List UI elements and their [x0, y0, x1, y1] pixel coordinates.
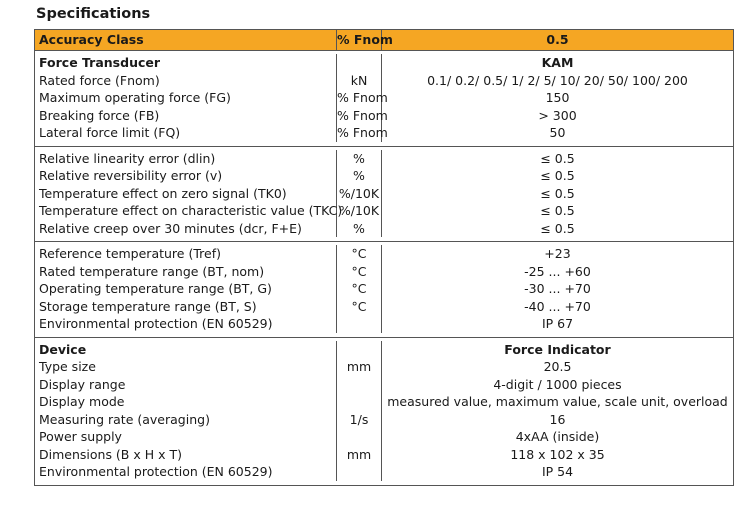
cell-value: measured value, maximum value, scale unit, overload	[387, 394, 728, 409]
cell-param: Type size	[35, 358, 337, 376]
table-row	[35, 124, 733, 142]
cell-value: 4-digit / 1000 pieces	[493, 376, 622, 392]
cell-value: KAM	[541, 55, 574, 70]
cell-param: Lateral force limit (FQ)	[35, 124, 337, 142]
cell-param: Environmental protection (EN 60529)	[35, 463, 337, 481]
cell-param: Power supply	[35, 428, 337, 446]
table-row	[35, 341, 733, 359]
cell-unit	[337, 341, 382, 359]
cell-param: Operating temperature range (BT, G)	[35, 280, 337, 298]
cell-unit: % Fnom	[337, 107, 388, 123]
cell-value: ≤ 0.5	[540, 185, 575, 201]
cell-value: 0.1/ 0.2/ 0.5/ 1/ 2/ 5/ 10/ 20/ 50/ 100/ 200	[427, 72, 688, 88]
cell-unit: °C	[337, 280, 382, 298]
cell-value: IP 54	[541, 464, 574, 479]
table-row	[35, 167, 733, 185]
cell-value: -40 ... +70	[524, 298, 591, 314]
cell-param: Rated temperature range (BT, nom)	[35, 263, 337, 281]
cell-unit: % Fnom	[337, 90, 388, 105]
cell-unit	[337, 393, 382, 411]
cell-unit: °C	[337, 298, 382, 316]
table-row	[35, 298, 733, 316]
cell-param: Environmental protection (EN 60529)	[35, 315, 337, 333]
cell-value: +23	[544, 246, 571, 261]
table-header-row	[35, 30, 733, 51]
cell-unit: %/10K	[337, 185, 382, 203]
cell-param: Display mode	[35, 393, 337, 411]
cell-unit: % Fnom	[337, 125, 388, 140]
cell-value: -25 ... +60	[524, 263, 591, 279]
cell-param: Dimensions (B x H x T)	[35, 446, 337, 464]
cell-value: ≤ 0.5	[540, 203, 575, 218]
table-row	[35, 315, 733, 333]
table-row	[35, 89, 733, 107]
table-row	[35, 376, 733, 394]
cell-value: ≤ 0.5	[540, 150, 575, 166]
cell-unit	[337, 376, 382, 394]
cell-unit: %	[337, 167, 382, 185]
cell-value: ≤ 0.5	[540, 168, 575, 183]
cell-value: 150	[545, 90, 570, 105]
header-unit: % Fnom	[337, 30, 382, 50]
cell-unit	[337, 463, 382, 481]
table-row	[35, 463, 733, 481]
cell-unit: °C	[337, 263, 382, 281]
cell-param: Temperature effect on zero signal (TK0)	[35, 185, 337, 203]
cell-unit: mm	[337, 358, 382, 376]
cell-unit: mm	[337, 446, 382, 464]
table-row	[35, 220, 733, 238]
table-row	[35, 72, 733, 90]
cell-param: Relative reversibility error (v)	[35, 167, 337, 185]
table-row	[35, 446, 733, 464]
cell-value: IP 67	[541, 316, 574, 331]
cell-value: 50	[549, 125, 566, 140]
cell-param: Rated force (Fnom)	[35, 72, 337, 90]
cell-param: Display range	[35, 376, 337, 394]
cell-unit	[337, 315, 382, 333]
table-body	[35, 51, 733, 486]
table-row	[35, 202, 733, 220]
header-value: 0.5	[546, 32, 569, 47]
table-row	[35, 358, 733, 376]
cell-value: 20.5	[543, 359, 572, 374]
cell-unit	[337, 428, 382, 446]
table-section	[35, 147, 733, 243]
cell-value: -30 ... +70	[524, 281, 591, 296]
cell-unit	[337, 54, 382, 72]
cell-value: Force Indicator	[504, 341, 611, 357]
cell-value: 118 x 102 x 35	[510, 446, 605, 462]
cell-unit: °C	[337, 245, 382, 263]
table-row	[35, 245, 733, 263]
cell-unit: %	[337, 220, 382, 238]
cell-param: Device	[35, 341, 337, 359]
table-row	[35, 150, 733, 168]
table-row	[35, 280, 733, 298]
cell-param: Storage temperature range (BT, S)	[35, 298, 337, 316]
cell-value: > 300	[538, 107, 577, 123]
table-section	[35, 51, 733, 147]
cell-value: 16	[549, 411, 566, 427]
cell-value: ≤ 0.5	[540, 220, 575, 236]
table-row	[35, 107, 733, 125]
cell-value: 4xAA (inside)	[515, 429, 600, 444]
cell-param: Breaking force (FB)	[35, 107, 337, 125]
table-row	[35, 428, 733, 446]
spec-table	[34, 29, 734, 486]
table-row	[35, 185, 733, 203]
header-param: Accuracy Class	[35, 30, 337, 50]
table-section	[35, 242, 733, 338]
cell-param: Measuring rate (averaging)	[35, 411, 337, 429]
cell-unit: %	[337, 150, 382, 168]
cell-param: Maximum operating force (FG)	[35, 89, 337, 107]
cell-param: Reference temperature (Tref)	[35, 245, 337, 263]
table-row	[35, 263, 733, 281]
table-row	[35, 393, 733, 411]
cell-param: Relative creep over 30 minutes (dcr, F+E)	[35, 220, 337, 238]
table-section	[35, 338, 733, 486]
cell-param: Temperature effect on characteristic value (TKC)	[35, 202, 337, 220]
cell-unit: kN	[337, 72, 382, 90]
table-row	[35, 54, 733, 72]
cell-param: Relative linearity error (dlin)	[35, 150, 337, 168]
cell-unit: %/10K	[337, 202, 382, 220]
cell-param: Force Transducer	[35, 54, 337, 72]
table-row	[35, 411, 733, 429]
cell-unit: 1/s	[337, 411, 382, 429]
page-title: Specifications	[36, 6, 151, 22]
